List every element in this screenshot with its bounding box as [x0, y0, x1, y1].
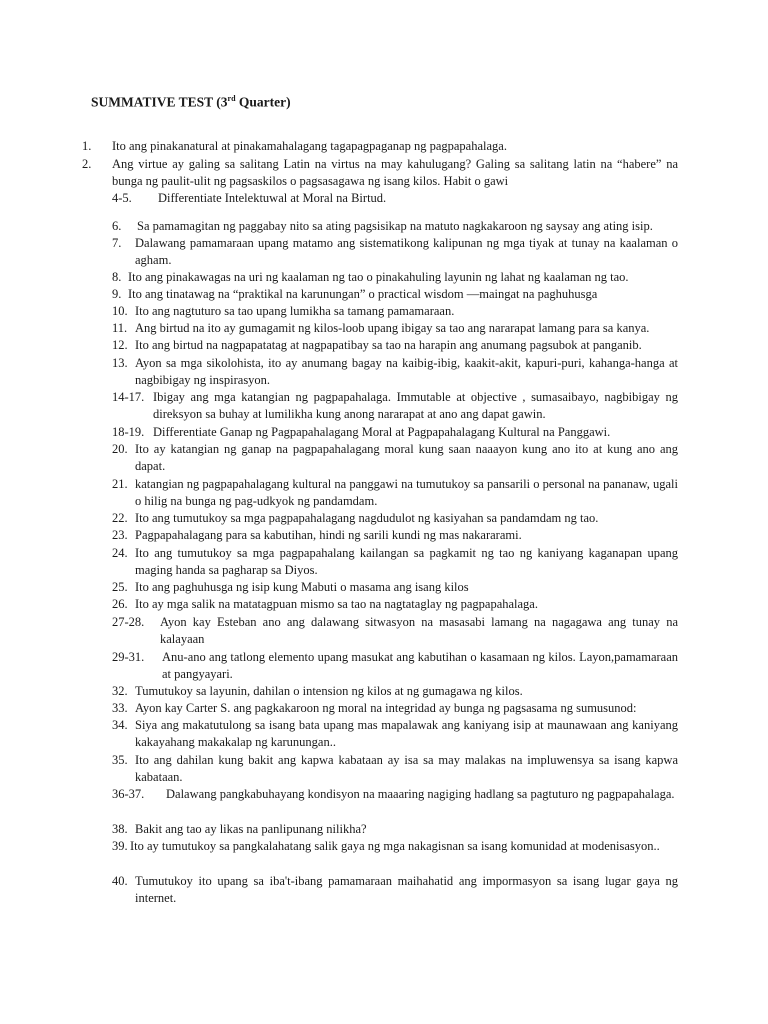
list-item [112, 596, 678, 613]
item-number: 9. [112, 287, 122, 301]
list-item [112, 269, 678, 286]
item-number: 39. [112, 839, 128, 853]
item-text: Ang virtue ay galing sa salitang Latin na virtus na may kahulugang? Galing sa salitang latin na “habere” na bunga ng paulit-ulit ng pagsaskilos o pagsasagawa ng isang kilos. Habit o gawi [112, 157, 678, 188]
item-number: 10. [112, 304, 128, 318]
item-text: Ito ang dahilan kung bakit ang kapwa kabataan ay isa sa may malakas na impluwensya sa isang kapwa kabataan. [135, 753, 678, 784]
item-text: Ito ang birtud na nagpapatatag at nagpapatibay sa tao na harapin ang anumang pagsubok at panganib. [135, 338, 642, 352]
item-number: 20. [112, 442, 128, 456]
item-number: 22. [112, 511, 128, 525]
list-item [112, 838, 678, 855]
item-number: 1. [82, 139, 92, 153]
list-item [112, 218, 678, 235]
item-number: 14-17. [112, 390, 145, 404]
item-text: Tumutukoy sa layunin, dahilan o intension ng kilos at ng gumagawa ng kilos. [135, 684, 523, 698]
item-text: Ito ay tumutukoy sa pangkalahatang salik gaya ng mga nakagisnan sa isang komunidad at modenisasyon.. [130, 839, 660, 853]
list-item [112, 752, 678, 786]
item-text: katangian ng pagpapahalagang kultural na panggawi na tumutukoy sa pansarili o personal na pananaw, ugali o hilig na bunga ng pag-udkyok ng pandamdam. [135, 477, 678, 508]
item-text: Bakit ang tao ay likas na panlipunang nilikha? [135, 822, 367, 836]
title-superscript: rd [227, 94, 236, 103]
list-item [82, 156, 678, 190]
list-item [112, 389, 678, 423]
item-number: 29-31. [112, 650, 145, 664]
list-item [112, 441, 678, 475]
item-text: Siya ang makatutulong sa isang bata upang mas mapalawak ang kaniyang isip at maunawaan ang kaniyang kakayahang makakalap ng karunungan.. [135, 718, 678, 749]
item-text: Sa pamamagitan ng paggabay nito sa ating pagsisikap na matuto nagkakaroon ng saysay ang ating isip. [137, 219, 653, 233]
item-number: 6. [112, 219, 122, 233]
list-item [112, 717, 678, 751]
item-text: Ayon sa mga sikolohista, ito ay anumang bagay na kaibig-ibig, kaakit-akit, kapuri-puri, kahanga-hanga at nagbibigay ng inspirasyon. [135, 356, 678, 387]
list-item [112, 873, 678, 907]
page-title [91, 94, 291, 111]
title-tail: Quarter) [235, 94, 291, 110]
list-item [112, 700, 678, 717]
list-item [112, 424, 678, 441]
item-number: 40. [112, 874, 128, 888]
item-number: 8. [112, 270, 122, 284]
item-number: 32. [112, 684, 128, 698]
item-text: Ayon kay Carter S. ang pagkakaroon ng moral na integridad ay bunga ng pagsasama ng sumusunod: [135, 701, 637, 715]
item-number: 24. [112, 546, 128, 560]
item-number: 36-37. [112, 787, 145, 801]
item-text: Tumutukoy ito upang sa iba't-ibang pamamaraan maihahatid ang impormasyon sa isang lugar gaya ng internet. [135, 874, 678, 905]
item-text: Dalawang pamamaraan upang matamo ang sistematikong kalipunan ng mga tiyak at tunay na kaalaman o agham. [135, 236, 678, 267]
list-item [112, 683, 678, 700]
item-number: 25. [112, 580, 128, 594]
list-item [112, 821, 678, 838]
list-item [82, 138, 678, 155]
list-item [112, 303, 678, 320]
list-item [112, 786, 678, 803]
item-text: Ibigay ang mga katangian ng pagpapahalaga. Immutable at objective , sumasaibayo, nagbibigay ng direksyon sa buhay at lumilikha kung anong nararapat at ano ang dapat gawin. [153, 390, 678, 421]
item-text: Ito ay katangian ng ganap na pagpapahalagang moral kung saan naaayon kung ano ito at kung ano ang dapat. [135, 442, 678, 473]
item-text: Differentiate Intelektuwal at Moral na Birtud. [158, 191, 387, 205]
title-main: SUMMATIVE TEST (3 [91, 94, 228, 110]
item-number: 27-28. [112, 615, 145, 629]
list-item [112, 545, 678, 579]
item-text: Ito ang nagtuturo sa tao upang lumikha sa tamang pamamaraan. [135, 304, 455, 318]
item-text: Ito ang paghuhusga ng isip kung Mabuti o masama ang isang kilos [135, 580, 469, 594]
item-number: 2. [82, 157, 92, 171]
item-text: Dalawang pangkabuhayang kondisyon na maaaring nagiging hadlang sa pagtuturo ng pagpapahalaga. [166, 787, 675, 801]
item-number: 35. [112, 753, 128, 767]
list-item [112, 286, 678, 303]
item-text: Ito ay mga salik na matatagpuan mismo sa tao na nagtataglay ng pagpapahalaga. [135, 597, 538, 611]
item-number: 21. [112, 477, 128, 491]
list-item [112, 649, 678, 683]
list-item [112, 235, 678, 269]
item-number: 7. [112, 236, 122, 250]
item-number: 11. [112, 321, 128, 335]
item-number: 13. [112, 356, 128, 370]
item-number: 26. [112, 597, 128, 611]
item-text: Anu-ano ang tatlong elemento upang masukat ang kabutihan o kasamaan ng kilos. Layon,pamamaraan at pangyayari. [162, 650, 678, 681]
list-item [112, 355, 678, 389]
item-text: Pagpapahalagang para sa kabutihan, hindi ng sarili kundi ng mas nakararami. [135, 528, 522, 542]
list-item [112, 527, 678, 544]
item-text: Ang birtud na ito ay gumagamit ng kilos-loob upang ibigay sa tao ang nararapat lamang para sa kanya. [135, 321, 650, 335]
item-number: 12. [112, 338, 128, 352]
item-text: Ito ang pinakawagas na uri ng kaalaman ng tao o pinakahuling layunin ng lahat ng kaalaman ng tao. [128, 270, 629, 284]
item-number: 4-5. [112, 191, 132, 205]
item-text: Ito ang tumutukoy sa mga pagpapahalang kailangan sa pagkamit ng tao ng kaniyang kaganapan upang maging handa sa pagharap sa Diyos. [135, 546, 678, 577]
item-number: 33. [112, 701, 128, 715]
list-item [112, 510, 678, 527]
list-item [112, 337, 678, 354]
item-number: 38. [112, 822, 128, 836]
list-item [112, 579, 678, 596]
item-text: Ito ang tinatawag na “praktikal na karunungan” o practical wisdom —maingat na paghuhusga [128, 287, 598, 301]
list-item [112, 614, 678, 648]
list-item [112, 476, 678, 510]
item-text: Ito ang pinakanatural at pinakamahalagang tagapagpaganap ng pagpapahalaga. [112, 139, 507, 153]
item-number: 23. [112, 528, 128, 542]
item-number: 34. [112, 718, 128, 732]
item-text: Ito ang tumutukoy sa mga pagpapahalagang nagdudulot ng kasiyahan sa pandamdam ng tao. [135, 511, 599, 525]
item-text: Differentiate Ganap ng Pagpapahalagang Moral at Pagpapahalagang Kultural na Panggawi. [153, 425, 611, 439]
list-item [112, 320, 678, 337]
list-item [112, 190, 678, 207]
item-number: 18-19. [112, 425, 145, 439]
item-text: Ayon kay Esteban ano ang dalawang sitwasyon na masasabi lamang na nagagawa ang tunay na kalayaan [160, 615, 678, 646]
